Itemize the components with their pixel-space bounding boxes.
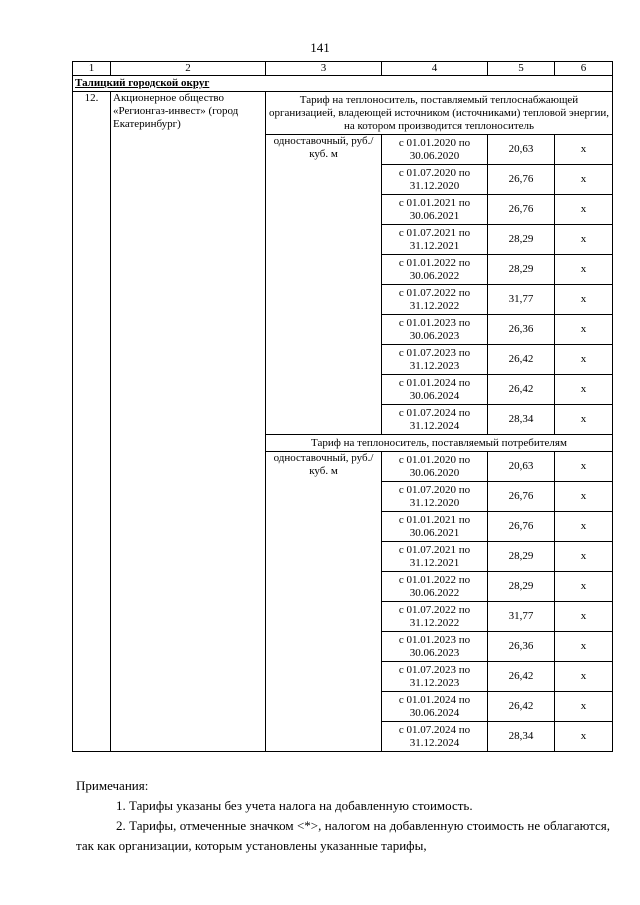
period-cell: с 01.07.2022 по 31.12.2022 <box>382 602 488 632</box>
value-cell: 28,29 <box>488 572 555 602</box>
column-number: 3 <box>266 62 382 76</box>
value-cell: 26,42 <box>488 692 555 722</box>
unit-cell: одноставочный, руб./куб. м <box>266 135 382 435</box>
period-cell: с 01.01.2020 по 30.06.2020 <box>382 452 488 482</box>
column-number: 2 <box>111 62 266 76</box>
value-cell: 26,36 <box>488 315 555 345</box>
period-cell: с 01.01.2022 по 30.06.2022 <box>382 255 488 285</box>
mark-cell: х <box>555 572 613 602</box>
column-number: 5 <box>488 62 555 76</box>
value-cell: 26,42 <box>488 662 555 692</box>
period-cell: с 01.01.2021 по 30.06.2021 <box>382 195 488 225</box>
mark-cell: х <box>555 452 613 482</box>
mark-cell: х <box>555 315 613 345</box>
period-cell: с 01.07.2023 по 31.12.2023 <box>382 345 488 375</box>
mark-cell: х <box>555 375 613 405</box>
organization-name: Акционерное общество «Регионгаз-инвест» (город Екатеринбург) <box>111 92 266 752</box>
mark-cell: х <box>555 405 613 435</box>
mark-cell: х <box>555 722 613 752</box>
unit-cell: одноставочный, руб./куб. м <box>266 452 382 752</box>
value-cell: 26,76 <box>488 482 555 512</box>
period-cell: с 01.01.2023 по 30.06.2023 <box>382 632 488 662</box>
notes-heading: Примечания: <box>76 778 149 793</box>
period-cell: с 01.07.2021 по 31.12.2021 <box>382 225 488 255</box>
period-cell: с 01.07.2024 по 31.12.2024 <box>382 405 488 435</box>
period-cell: с 01.01.2024 по 30.06.2024 <box>382 375 488 405</box>
mark-cell: х <box>555 255 613 285</box>
column-number-row <box>73 62 613 76</box>
note-item: 1. Тарифы указаны без учета налога на добавленную стоимость. <box>116 798 473 813</box>
mark-cell: х <box>555 602 613 632</box>
period-cell: с 01.01.2020 по 30.06.2020 <box>382 135 488 165</box>
value-cell: 31,77 <box>488 602 555 632</box>
period-cell: с 01.01.2022 по 30.06.2022 <box>382 572 488 602</box>
value-cell: 28,34 <box>488 722 555 752</box>
value-cell: 26,76 <box>488 165 555 195</box>
period-cell: с 01.07.2020 по 31.12.2020 <box>382 165 488 195</box>
value-cell: 26,42 <box>488 375 555 405</box>
value-cell: 28,34 <box>488 405 555 435</box>
value-cell: 28,29 <box>488 255 555 285</box>
tariff-table <box>72 61 613 752</box>
value-cell: 26,42 <box>488 345 555 375</box>
mark-cell: х <box>555 285 613 315</box>
mark-cell: х <box>555 345 613 375</box>
mark-cell: х <box>555 542 613 572</box>
mark-cell: х <box>555 482 613 512</box>
mark-cell: х <box>555 135 613 165</box>
section-title: Тариф на теплоноситель, поставляемый потребителям <box>266 435 613 452</box>
value-cell: 26,76 <box>488 512 555 542</box>
period-cell: с 01.07.2021 по 31.12.2021 <box>382 542 488 572</box>
period-cell: с 01.01.2021 по 30.06.2021 <box>382 512 488 542</box>
column-number: 1 <box>73 62 111 76</box>
value-cell: 26,76 <box>488 195 555 225</box>
column-number: 4 <box>382 62 488 76</box>
period-cell: с 01.07.2022 по 31.12.2022 <box>382 285 488 315</box>
note-item: 2. Тарифы, отмеченные значком <*>, налогом на добавленную стоимость не облагаются, так как организации, которым установлены указанные тарифы, <box>76 818 610 853</box>
row-number: 12. <box>73 92 111 752</box>
value-cell: 20,63 <box>488 452 555 482</box>
mark-cell: х <box>555 662 613 692</box>
period-cell: с 01.01.2023 по 30.06.2023 <box>382 315 488 345</box>
notes <box>76 776 610 856</box>
period-cell: с 01.07.2020 по 31.12.2020 <box>382 482 488 512</box>
mark-cell: х <box>555 225 613 255</box>
mark-cell: х <box>555 632 613 662</box>
period-cell: с 01.07.2024 по 31.12.2024 <box>382 722 488 752</box>
page-number: 141 <box>310 40 330 55</box>
mark-cell: х <box>555 165 613 195</box>
column-number: 6 <box>555 62 613 76</box>
mark-cell: х <box>555 512 613 542</box>
section-title: Тариф на теплоноситель, поставляемый теплоснабжающей организацией, владеющей источником (источниками) тепловой энергии, на котором производится теплоноситель <box>266 92 613 135</box>
mark-cell: х <box>555 692 613 722</box>
value-cell: 28,29 <box>488 225 555 255</box>
value-cell: 28,29 <box>488 542 555 572</box>
period-cell: с 01.07.2023 по 31.12.2023 <box>382 662 488 692</box>
period-cell: с 01.01.2024 по 30.06.2024 <box>382 692 488 722</box>
value-cell: 20,63 <box>488 135 555 165</box>
mark-cell: х <box>555 195 613 225</box>
value-cell: 26,36 <box>488 632 555 662</box>
region-name: Талицкий городской округ <box>73 76 613 92</box>
section-title-row <box>73 92 613 135</box>
region-row <box>73 76 613 92</box>
value-cell: 31,77 <box>488 285 555 315</box>
